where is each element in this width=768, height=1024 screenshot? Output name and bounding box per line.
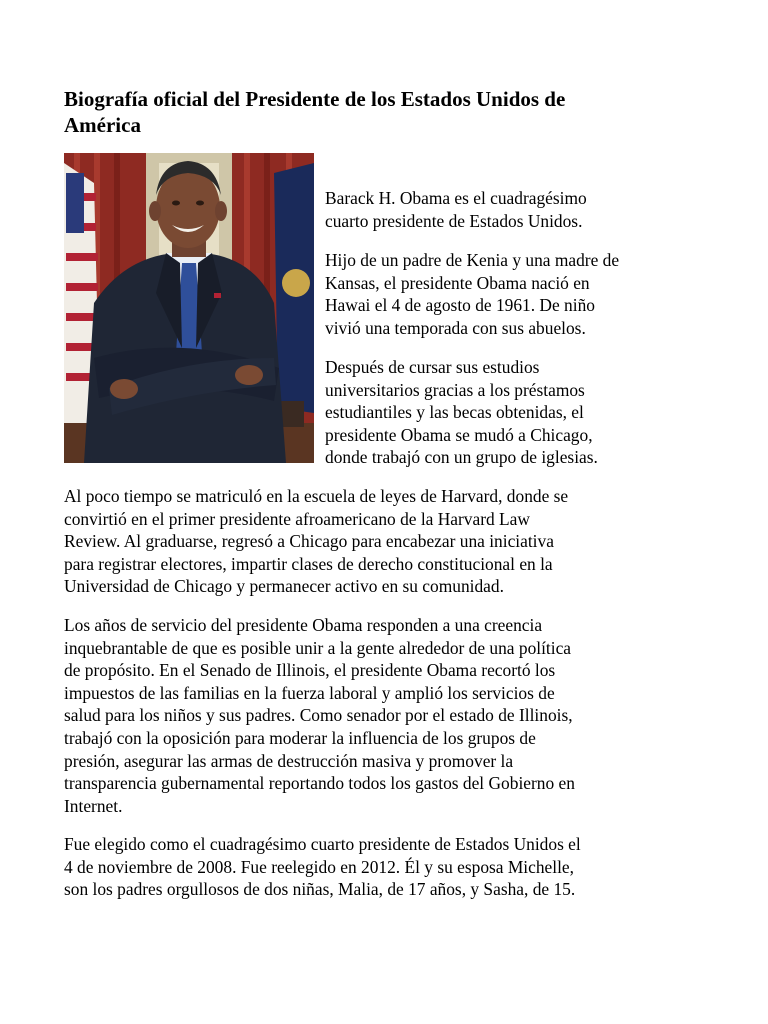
text-line: Los años de servicio del presidente Obama responden a una creencia — [64, 615, 543, 635]
document-title — [64, 86, 704, 138]
text-line: Después de cursar sus estudios — [325, 357, 540, 377]
title-line: Biografía oficial del Presidente de los Estados Unidos de — [64, 87, 566, 111]
text-line: Review. Al graduarse, regresó a Chicago para encabezar una iniciativa — [64, 531, 554, 552]
paragraph — [325, 249, 705, 339]
text-line: inquebrantable de que es posible unir a la gente alrededor de una política — [64, 637, 572, 658]
text-line: trabajó con la oposición para moderar la influencia de los grupos de — [64, 727, 536, 748]
text-line: impuestos de las familias en la fuerza laboral y amplió los servicios de — [64, 682, 555, 703]
paragraph — [64, 614, 704, 817]
title-line: América — [64, 113, 141, 137]
text-line: Fue elegido como el cuadragésimo cuarto presidente de Estados Unidos el — [64, 834, 581, 854]
text-line: salud para los niños y sus padres. Como senador por el estado de Illinois, — [64, 705, 573, 726]
text-line: son los padres orgullosos de dos niñas, Malia, de 17 años, y Sasha, de 15. — [64, 879, 576, 900]
paragraph — [325, 187, 705, 232]
text-line: 4 de noviembre de 2008. Fue reelegido en 2012. Él y su esposa Michelle, — [64, 856, 575, 877]
text-line: Internet. — [64, 795, 123, 816]
text-line: de propósito. En el Senado de Illinois, el presidente Obama recortó los — [64, 660, 556, 681]
text-line: vivió una temporada con sus abuelos. — [325, 317, 586, 338]
text-line: Hawai el 4 de agosto de 1961. De niño — [325, 295, 595, 316]
text-line: convirtió en el primer presidente afroamericano de la Harvard Law — [64, 508, 530, 529]
text-line: Kansas, el presidente Obama nació en — [325, 272, 590, 293]
text-line: Universidad de Chicago y permanecer activo en su comunidad. — [64, 576, 504, 597]
text-line: presión, asegurar las armas de destrucción masiva y promover la — [64, 750, 514, 771]
text-line: transparencia gubernamental reportando todos los gastos del Gobierno en — [64, 773, 575, 794]
text-line: cuarto presidente de Estados Unidos. — [325, 210, 583, 231]
text-line: para registrar electores, impartir clases de derecho constitucional en la — [64, 553, 553, 574]
text-line: Hijo de un padre de Kenia y una madre de — [325, 250, 620, 270]
text-line: donde trabajó con un grupo de iglesias. — [325, 447, 598, 468]
text-line: universitarios gracias a los préstamos — [325, 379, 585, 400]
paragraph — [64, 833, 704, 901]
paragraph — [64, 485, 704, 598]
text-line: Al poco tiempo se matriculó en la escuela de leyes de Harvard, donde se — [64, 486, 569, 506]
paragraph — [325, 356, 705, 469]
text-line: Barack H. Obama es el cuadragésimo — [325, 188, 587, 208]
text-line: estudiantiles y las becas obtenidas, el — [325, 402, 584, 423]
president-portrait-photo — [64, 153, 314, 463]
text-line: presidente Obama se mudó a Chicago, — [325, 424, 593, 445]
